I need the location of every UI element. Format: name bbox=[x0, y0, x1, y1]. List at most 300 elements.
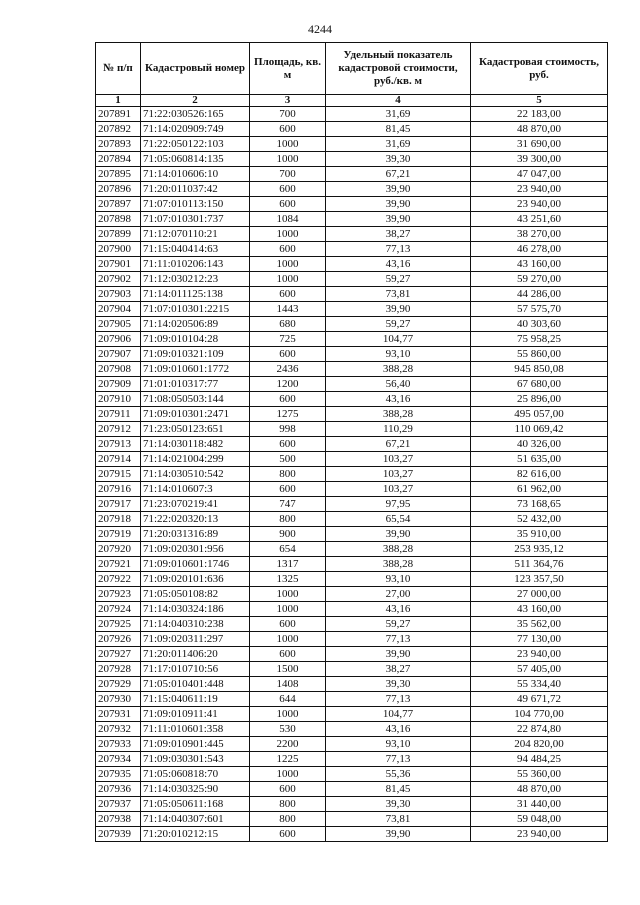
area-cell: 1000 bbox=[250, 632, 326, 647]
cadastral-value-cell: 511 364,76 bbox=[471, 557, 608, 572]
area-cell: 600 bbox=[250, 182, 326, 197]
row-number-cell: 207925 bbox=[96, 617, 141, 632]
cadastral-value-cell: 52 432,00 bbox=[471, 512, 608, 527]
cadastral-value-cell: 40 326,00 bbox=[471, 437, 608, 452]
cadastral-value-cell: 104 770,00 bbox=[471, 707, 608, 722]
cadastral-value-cell: 945 850,08 bbox=[471, 362, 608, 377]
specific-value-cell: 93,10 bbox=[326, 347, 471, 362]
area-cell: 1000 bbox=[250, 602, 326, 617]
specific-value-cell: 43,16 bbox=[326, 722, 471, 737]
table-row bbox=[96, 707, 608, 722]
cadastral-value-cell: 204 820,00 bbox=[471, 737, 608, 752]
row-number-cell: 207927 bbox=[96, 647, 141, 662]
cadastral-number-cell: 71:07:010113:150 bbox=[141, 197, 250, 212]
specific-value-cell: 56,40 bbox=[326, 377, 471, 392]
cadastral-number-cell: 71:14:021004:299 bbox=[141, 452, 250, 467]
row-number-cell: 207939 bbox=[96, 827, 141, 842]
area-cell: 800 bbox=[250, 467, 326, 482]
area-cell: 600 bbox=[250, 392, 326, 407]
cadastral-number-cell: 71:17:010710:56 bbox=[141, 662, 250, 677]
cadastral-number-cell: 71:05:050611:168 bbox=[141, 797, 250, 812]
specific-value-cell: 73,81 bbox=[326, 812, 471, 827]
table-row bbox=[96, 767, 608, 782]
area-cell: 2436 bbox=[250, 362, 326, 377]
row-number-cell: 207898 bbox=[96, 212, 141, 227]
cadastral-number-cell: 71:20:011406:20 bbox=[141, 647, 250, 662]
specific-value-cell: 103,27 bbox=[326, 452, 471, 467]
cadastral-value-cell: 35 910,00 bbox=[471, 527, 608, 542]
cadastral-number-cell: 71:14:030510:542 bbox=[141, 467, 250, 482]
area-cell: 2200 bbox=[250, 737, 326, 752]
cadastral-value-cell: 47 047,00 bbox=[471, 167, 608, 182]
table-row bbox=[96, 557, 608, 572]
area-cell: 700 bbox=[250, 167, 326, 182]
table-row bbox=[96, 677, 608, 692]
cadastral-value-cell: 55 860,00 bbox=[471, 347, 608, 362]
area-cell: 800 bbox=[250, 812, 326, 827]
specific-value-cell: 77,13 bbox=[326, 692, 471, 707]
specific-value-cell: 27,00 bbox=[326, 587, 471, 602]
column-number: 2 bbox=[141, 95, 250, 107]
area-cell: 1000 bbox=[250, 587, 326, 602]
header-row-number: № п/п bbox=[96, 43, 141, 95]
cadastral-number-cell: 71:22:030526:165 bbox=[141, 107, 250, 122]
row-number-cell: 207916 bbox=[96, 482, 141, 497]
area-cell: 1000 bbox=[250, 272, 326, 287]
cadastral-number-cell: 71:14:030325:90 bbox=[141, 782, 250, 797]
row-number-cell: 207907 bbox=[96, 347, 141, 362]
area-cell: 1443 bbox=[250, 302, 326, 317]
cadastral-value-cell: 43 160,00 bbox=[471, 257, 608, 272]
area-cell: 1000 bbox=[250, 227, 326, 242]
specific-value-cell: 59,27 bbox=[326, 317, 471, 332]
cadastral-value-cell: 82 616,00 bbox=[471, 467, 608, 482]
specific-value-cell: 67,21 bbox=[326, 167, 471, 182]
table-row bbox=[96, 542, 608, 557]
cadastral-number-cell: 71:09:010901:445 bbox=[141, 737, 250, 752]
cadastral-value-cell: 61 962,00 bbox=[471, 482, 608, 497]
area-cell: 1275 bbox=[250, 407, 326, 422]
table-row bbox=[96, 167, 608, 182]
row-number-cell: 207936 bbox=[96, 782, 141, 797]
area-cell: 600 bbox=[250, 617, 326, 632]
table-header-row bbox=[96, 43, 608, 95]
cadastral-number-cell: 71:20:031316:89 bbox=[141, 527, 250, 542]
specific-value-cell: 104,77 bbox=[326, 332, 471, 347]
column-number: 3 bbox=[250, 95, 326, 107]
area-cell: 1000 bbox=[250, 137, 326, 152]
cadastral-number-cell: 71:22:050122:103 bbox=[141, 137, 250, 152]
table-row bbox=[96, 632, 608, 647]
specific-value-cell: 77,13 bbox=[326, 752, 471, 767]
row-number-cell: 207932 bbox=[96, 722, 141, 737]
row-number-cell: 207910 bbox=[96, 392, 141, 407]
cadastral-value-cell: 48 870,00 bbox=[471, 782, 608, 797]
table-row bbox=[96, 392, 608, 407]
area-cell: 1200 bbox=[250, 377, 326, 392]
cadastral-value-cell: 51 635,00 bbox=[471, 452, 608, 467]
table-row bbox=[96, 212, 608, 227]
header-cadastral-number: Кадастровый номер bbox=[141, 43, 250, 95]
specific-value-cell: 77,13 bbox=[326, 242, 471, 257]
cadastral-number-cell: 71:14:040307:601 bbox=[141, 812, 250, 827]
row-number-cell: 207933 bbox=[96, 737, 141, 752]
table-row bbox=[96, 302, 608, 317]
row-number-cell: 207899 bbox=[96, 227, 141, 242]
cadastral-number-cell: 71:14:010607:3 bbox=[141, 482, 250, 497]
area-cell: 1500 bbox=[250, 662, 326, 677]
row-number-cell: 207904 bbox=[96, 302, 141, 317]
table-row bbox=[96, 752, 608, 767]
specific-value-cell: 39,90 bbox=[326, 647, 471, 662]
table-row bbox=[96, 737, 608, 752]
table-row bbox=[96, 122, 608, 137]
specific-value-cell: 55,36 bbox=[326, 767, 471, 782]
table-row bbox=[96, 497, 608, 512]
cadastral-value-cell: 59 048,00 bbox=[471, 812, 608, 827]
area-cell: 900 bbox=[250, 527, 326, 542]
cadastral-value-cell: 23 940,00 bbox=[471, 197, 608, 212]
cadastral-number-cell: 71:09:010321:109 bbox=[141, 347, 250, 362]
area-cell: 725 bbox=[250, 332, 326, 347]
cadastral-number-cell: 71:09:020101:636 bbox=[141, 572, 250, 587]
row-number-cell: 207894 bbox=[96, 152, 141, 167]
cadastral-number-cell: 71:14:010606:10 bbox=[141, 167, 250, 182]
cadastral-number-cell: 71:05:050108:82 bbox=[141, 587, 250, 602]
area-cell: 1325 bbox=[250, 572, 326, 587]
row-number-cell: 207893 bbox=[96, 137, 141, 152]
cadastral-value-cell: 253 935,12 bbox=[471, 542, 608, 557]
row-number-cell: 207906 bbox=[96, 332, 141, 347]
cadastral-number-cell: 71:09:010601:1772 bbox=[141, 362, 250, 377]
table-row bbox=[96, 332, 608, 347]
table-row bbox=[96, 572, 608, 587]
cadastral-value-cell: 123 357,50 bbox=[471, 572, 608, 587]
table-row bbox=[96, 347, 608, 362]
specific-value-cell: 39,90 bbox=[326, 212, 471, 227]
row-number-cell: 207914 bbox=[96, 452, 141, 467]
area-cell: 1000 bbox=[250, 707, 326, 722]
area-cell: 1084 bbox=[250, 212, 326, 227]
cadastral-value-cell: 31 690,00 bbox=[471, 137, 608, 152]
row-number-cell: 207934 bbox=[96, 752, 141, 767]
table-row bbox=[96, 602, 608, 617]
cadastral-value-cell: 57 575,70 bbox=[471, 302, 608, 317]
row-number-cell: 207908 bbox=[96, 362, 141, 377]
area-cell: 1000 bbox=[250, 257, 326, 272]
cadastral-value-cell: 35 562,00 bbox=[471, 617, 608, 632]
cadastral-number-cell: 71:23:070219:41 bbox=[141, 497, 250, 512]
cadastral-value-cell: 23 940,00 bbox=[471, 182, 608, 197]
table-row bbox=[96, 587, 608, 602]
area-cell: 600 bbox=[250, 437, 326, 452]
specific-value-cell: 39,90 bbox=[326, 827, 471, 842]
specific-value-cell: 388,28 bbox=[326, 407, 471, 422]
cadastral-number-cell: 71:09:010601:1746 bbox=[141, 557, 250, 572]
specific-value-cell: 73,81 bbox=[326, 287, 471, 302]
row-number-cell: 207891 bbox=[96, 107, 141, 122]
row-number-cell: 207930 bbox=[96, 692, 141, 707]
table-row bbox=[96, 437, 608, 452]
specific-value-cell: 38,27 bbox=[326, 227, 471, 242]
header-cadastral-value: Кадастровая стоимость, руб. bbox=[471, 43, 608, 95]
specific-value-cell: 43,16 bbox=[326, 257, 471, 272]
cadastral-number-cell: 71:05:060818:70 bbox=[141, 767, 250, 782]
row-number-cell: 207905 bbox=[96, 317, 141, 332]
cadastral-number-cell: 71:12:070110:21 bbox=[141, 227, 250, 242]
table-row bbox=[96, 272, 608, 287]
cadastral-value-cell: 67 680,00 bbox=[471, 377, 608, 392]
cadastral-number-cell: 71:05:060814:135 bbox=[141, 152, 250, 167]
area-cell: 530 bbox=[250, 722, 326, 737]
header-specific-value: Удельный показатель кадастровой стоимости, руб./кв. м bbox=[326, 43, 471, 95]
table-row bbox=[96, 782, 608, 797]
cadastral-value-cell: 94 484,25 bbox=[471, 752, 608, 767]
area-cell: 1000 bbox=[250, 767, 326, 782]
table-row bbox=[96, 647, 608, 662]
cadastral-value-cell: 39 300,00 bbox=[471, 152, 608, 167]
cadastral-value-cell: 46 278,00 bbox=[471, 242, 608, 257]
cadastral-number-cell: 71:12:030212:23 bbox=[141, 272, 250, 287]
specific-value-cell: 39,90 bbox=[326, 527, 471, 542]
cadastral-number-cell: 71:01:010317:77 bbox=[141, 377, 250, 392]
page-number: 4244 bbox=[308, 22, 332, 36]
table-row bbox=[96, 422, 608, 437]
row-number-cell: 207917 bbox=[96, 497, 141, 512]
table-row bbox=[96, 797, 608, 812]
cadastral-value-cell: 73 168,65 bbox=[471, 497, 608, 512]
row-number-cell: 207928 bbox=[96, 662, 141, 677]
cadastral-value-cell: 38 270,00 bbox=[471, 227, 608, 242]
row-number-cell: 207931 bbox=[96, 707, 141, 722]
area-cell: 600 bbox=[250, 347, 326, 362]
cadastral-number-cell: 71:09:020301:956 bbox=[141, 542, 250, 557]
cadastral-number-cell: 71:14:011125:138 bbox=[141, 287, 250, 302]
cadastral-value-cell: 22 183,00 bbox=[471, 107, 608, 122]
area-cell: 1225 bbox=[250, 752, 326, 767]
specific-value-cell: 97,95 bbox=[326, 497, 471, 512]
cadastral-value-cell: 55 334,40 bbox=[471, 677, 608, 692]
row-number-cell: 207926 bbox=[96, 632, 141, 647]
cadastral-number-cell: 71:09:010104:28 bbox=[141, 332, 250, 347]
cadastral-value-cell: 44 286,00 bbox=[471, 287, 608, 302]
area-cell: 747 bbox=[250, 497, 326, 512]
table-row bbox=[96, 692, 608, 707]
area-cell: 600 bbox=[250, 647, 326, 662]
row-number-cell: 207901 bbox=[96, 257, 141, 272]
specific-value-cell: 38,27 bbox=[326, 662, 471, 677]
specific-value-cell: 81,45 bbox=[326, 122, 471, 137]
cadastral-value-cell: 23 940,00 bbox=[471, 827, 608, 842]
row-number-cell: 207923 bbox=[96, 587, 141, 602]
table-row bbox=[96, 317, 608, 332]
area-cell: 600 bbox=[250, 287, 326, 302]
cadastral-number-cell: 71:20:010212:15 bbox=[141, 827, 250, 842]
cadastral-number-cell: 71:14:030324:186 bbox=[141, 602, 250, 617]
table-row bbox=[96, 257, 608, 272]
table-row bbox=[96, 827, 608, 842]
area-cell: 800 bbox=[250, 512, 326, 527]
cadastral-value-cell: 57 405,00 bbox=[471, 662, 608, 677]
row-number-cell: 207913 bbox=[96, 437, 141, 452]
cadastral-number-cell: 71:09:030301:543 bbox=[141, 752, 250, 767]
table-row bbox=[96, 137, 608, 152]
row-number-cell: 207911 bbox=[96, 407, 141, 422]
cadastral-number-cell: 71:22:020320:13 bbox=[141, 512, 250, 527]
row-number-cell: 207900 bbox=[96, 242, 141, 257]
column-number: 4 bbox=[326, 95, 471, 107]
specific-value-cell: 43,16 bbox=[326, 602, 471, 617]
specific-value-cell: 104,77 bbox=[326, 707, 471, 722]
table-row bbox=[96, 467, 608, 482]
cadastral-number-cell: 71:15:040414:63 bbox=[141, 242, 250, 257]
table-body bbox=[96, 107, 608, 842]
area-cell: 600 bbox=[250, 827, 326, 842]
area-cell: 600 bbox=[250, 782, 326, 797]
table-row bbox=[96, 197, 608, 212]
cadastral-value-cell: 495 057,00 bbox=[471, 407, 608, 422]
area-cell: 600 bbox=[250, 197, 326, 212]
column-number: 5 bbox=[471, 95, 608, 107]
row-number-cell: 207938 bbox=[96, 812, 141, 827]
cadastral-number-cell: 71:09:020311:297 bbox=[141, 632, 250, 647]
area-cell: 1317 bbox=[250, 557, 326, 572]
row-number-cell: 207896 bbox=[96, 182, 141, 197]
specific-value-cell: 39,90 bbox=[326, 182, 471, 197]
cadastral-value-cell: 22 874,80 bbox=[471, 722, 608, 737]
cadastral-value-cell: 48 870,00 bbox=[471, 122, 608, 137]
column-number: 1 bbox=[96, 95, 141, 107]
cadastral-value-cell: 59 270,00 bbox=[471, 272, 608, 287]
specific-value-cell: 59,27 bbox=[326, 272, 471, 287]
cadastral-number-cell: 71:14:030118:482 bbox=[141, 437, 250, 452]
row-number-cell: 207929 bbox=[96, 677, 141, 692]
table-row bbox=[96, 452, 608, 467]
cadastral-number-cell: 71:20:011037:42 bbox=[141, 182, 250, 197]
table-row bbox=[96, 482, 608, 497]
specific-value-cell: 31,69 bbox=[326, 107, 471, 122]
specific-value-cell: 388,28 bbox=[326, 542, 471, 557]
cadastral-number-cell: 71:11:010601:358 bbox=[141, 722, 250, 737]
column-number-row bbox=[96, 95, 608, 107]
row-number-cell: 207915 bbox=[96, 467, 141, 482]
row-number-cell: 207919 bbox=[96, 527, 141, 542]
area-cell: 654 bbox=[250, 542, 326, 557]
table-row bbox=[96, 152, 608, 167]
row-number-cell: 207935 bbox=[96, 767, 141, 782]
table-row bbox=[96, 407, 608, 422]
cadastral-value-table bbox=[95, 42, 608, 842]
area-cell: 700 bbox=[250, 107, 326, 122]
area-cell: 600 bbox=[250, 482, 326, 497]
specific-value-cell: 39,30 bbox=[326, 677, 471, 692]
cadastral-number-cell: 71:09:010301:2471 bbox=[141, 407, 250, 422]
specific-value-cell: 77,13 bbox=[326, 632, 471, 647]
area-cell: 800 bbox=[250, 797, 326, 812]
specific-value-cell: 39,90 bbox=[326, 197, 471, 212]
cadastral-number-cell: 71:07:010301:737 bbox=[141, 212, 250, 227]
specific-value-cell: 93,10 bbox=[326, 737, 471, 752]
table-row bbox=[96, 812, 608, 827]
table-row bbox=[96, 107, 608, 122]
cadastral-value-cell: 43 160,00 bbox=[471, 602, 608, 617]
cadastral-number-cell: 71:15:040611:19 bbox=[141, 692, 250, 707]
cadastral-number-cell: 71:05:010401:448 bbox=[141, 677, 250, 692]
row-number-cell: 207909 bbox=[96, 377, 141, 392]
cadastral-number-cell: 71:23:050123:651 bbox=[141, 422, 250, 437]
table-row bbox=[96, 377, 608, 392]
cadastral-number-cell: 71:07:010301:2215 bbox=[141, 302, 250, 317]
table-row bbox=[96, 527, 608, 542]
cadastral-number-cell: 71:09:010911:41 bbox=[141, 707, 250, 722]
row-number-cell: 207895 bbox=[96, 167, 141, 182]
cadastral-number-cell: 71:11:010206:143 bbox=[141, 257, 250, 272]
specific-value-cell: 43,16 bbox=[326, 392, 471, 407]
row-number-cell: 207924 bbox=[96, 602, 141, 617]
cadastral-value-cell: 23 940,00 bbox=[471, 647, 608, 662]
specific-value-cell: 81,45 bbox=[326, 782, 471, 797]
cadastral-number-cell: 71:08:050503:144 bbox=[141, 392, 250, 407]
table-row bbox=[96, 512, 608, 527]
specific-value-cell: 65,54 bbox=[326, 512, 471, 527]
row-number-cell: 207902 bbox=[96, 272, 141, 287]
row-number-cell: 207903 bbox=[96, 287, 141, 302]
specific-value-cell: 39,30 bbox=[326, 797, 471, 812]
table-row bbox=[96, 287, 608, 302]
cadastral-value-cell: 40 303,60 bbox=[471, 317, 608, 332]
specific-value-cell: 31,69 bbox=[326, 137, 471, 152]
row-number-cell: 207922 bbox=[96, 572, 141, 587]
specific-value-cell: 103,27 bbox=[326, 482, 471, 497]
area-cell: 680 bbox=[250, 317, 326, 332]
area-cell: 1408 bbox=[250, 677, 326, 692]
specific-value-cell: 93,10 bbox=[326, 572, 471, 587]
specific-value-cell: 59,27 bbox=[326, 617, 471, 632]
cadastral-value-cell: 77 130,00 bbox=[471, 632, 608, 647]
cadastral-value-cell: 110 069,42 bbox=[471, 422, 608, 437]
row-number-cell: 207920 bbox=[96, 542, 141, 557]
row-number-cell: 207918 bbox=[96, 512, 141, 527]
cadastral-number-cell: 71:14:020506:89 bbox=[141, 317, 250, 332]
table-row bbox=[96, 227, 608, 242]
row-number-cell: 207937 bbox=[96, 797, 141, 812]
cadastral-value-cell: 43 251,60 bbox=[471, 212, 608, 227]
specific-value-cell: 110,29 bbox=[326, 422, 471, 437]
cadastral-value-cell: 25 896,00 bbox=[471, 392, 608, 407]
area-cell: 998 bbox=[250, 422, 326, 437]
specific-value-cell: 103,27 bbox=[326, 467, 471, 482]
row-number-cell: 207921 bbox=[96, 557, 141, 572]
table-row bbox=[96, 182, 608, 197]
area-cell: 600 bbox=[250, 242, 326, 257]
row-number-cell: 207912 bbox=[96, 422, 141, 437]
area-cell: 600 bbox=[250, 122, 326, 137]
cadastral-number-cell: 71:14:020909:749 bbox=[141, 122, 250, 137]
row-number-cell: 207897 bbox=[96, 197, 141, 212]
table-row bbox=[96, 362, 608, 377]
specific-value-cell: 388,28 bbox=[326, 557, 471, 572]
table-row bbox=[96, 242, 608, 257]
cadastral-value-cell: 27 000,00 bbox=[471, 587, 608, 602]
area-cell: 500 bbox=[250, 452, 326, 467]
row-number-cell: 207892 bbox=[96, 122, 141, 137]
specific-value-cell: 388,28 bbox=[326, 362, 471, 377]
table-row bbox=[96, 617, 608, 632]
specific-value-cell: 39,30 bbox=[326, 152, 471, 167]
cadastral-value-cell: 55 360,00 bbox=[471, 767, 608, 782]
cadastral-value-cell: 75 958,25 bbox=[471, 332, 608, 347]
cadastral-number-cell: 71:14:040310:238 bbox=[141, 617, 250, 632]
